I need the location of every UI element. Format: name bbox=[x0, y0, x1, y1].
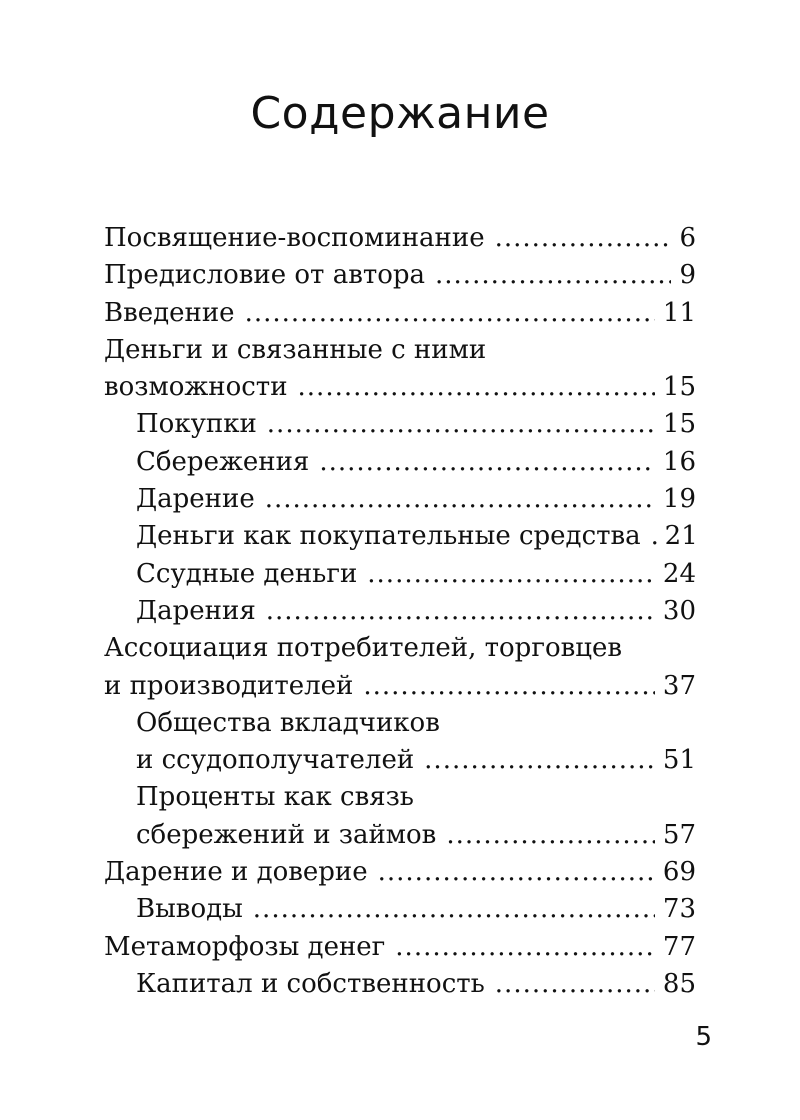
toc-entry bbox=[104, 854, 696, 891]
toc-line bbox=[104, 854, 696, 891]
toc-page-number: 24 bbox=[662, 558, 696, 589]
toc-page-number: 73 bbox=[662, 894, 696, 925]
toc-entry bbox=[104, 966, 696, 1003]
toc-line bbox=[136, 705, 696, 742]
dot-leader bbox=[253, 891, 655, 928]
dot-leader bbox=[319, 444, 655, 481]
toc-entry-title: Дарение и доверие bbox=[104, 857, 368, 888]
toc-entry bbox=[104, 705, 696, 780]
toc-line bbox=[104, 369, 696, 406]
toc-entry bbox=[104, 220, 696, 257]
toc-entry-title: Капитал и собственность bbox=[136, 968, 485, 999]
dot-leader bbox=[245, 295, 655, 332]
toc-entry-title: Дарения bbox=[136, 595, 256, 626]
toc-line bbox=[104, 220, 696, 257]
toc-page-number: 57 bbox=[662, 819, 696, 850]
dot-leader bbox=[446, 817, 655, 854]
dot-leader bbox=[363, 668, 655, 705]
toc-entry-title: Проценты как связь bbox=[136, 782, 414, 813]
toc-entry-title: возможности bbox=[104, 372, 288, 403]
toc-line bbox=[136, 444, 696, 481]
toc-page-number: 15 bbox=[662, 372, 696, 403]
toc-entry bbox=[104, 518, 696, 555]
toc-entry-title: Ссудные деньги bbox=[136, 558, 358, 589]
toc-line bbox=[104, 295, 696, 332]
toc-entry-title: Деньги как покупательные средства bbox=[136, 521, 641, 552]
toc-line bbox=[136, 593, 696, 630]
toc-page-number: 85 bbox=[662, 968, 696, 999]
toc-entry-title: Метаморфозы денег bbox=[104, 931, 386, 962]
toc-line bbox=[136, 779, 696, 816]
dot-leader bbox=[265, 481, 655, 518]
toc-page-number: 37 bbox=[662, 670, 696, 701]
toc-page-number: 69 bbox=[662, 857, 696, 888]
dot-leader bbox=[424, 742, 655, 779]
dot-leader bbox=[495, 220, 672, 257]
toc-page-number: 16 bbox=[662, 446, 696, 477]
toc-line bbox=[104, 668, 696, 705]
toc-entry bbox=[104, 295, 696, 332]
toc-entry-title: Предисловие от автора bbox=[104, 260, 426, 291]
toc-line bbox=[104, 332, 696, 369]
toc-page-number: 51 bbox=[662, 745, 696, 776]
toc-page-number: 77 bbox=[662, 931, 696, 962]
dot-leader bbox=[367, 556, 655, 593]
toc-page-number: 30 bbox=[662, 595, 696, 626]
toc-entry-title: Введение bbox=[104, 297, 235, 328]
toc-entry bbox=[104, 444, 696, 481]
toc-page-number: 9 bbox=[679, 260, 696, 291]
toc-entry-title: Покупки bbox=[136, 409, 257, 440]
toc-page-number: 21 bbox=[664, 521, 698, 552]
dot-leader bbox=[378, 854, 655, 891]
toc-entry bbox=[104, 779, 696, 854]
toc-entry bbox=[104, 406, 696, 443]
table-of-contents bbox=[104, 220, 696, 1003]
toc-line bbox=[136, 891, 696, 928]
dot-leader bbox=[495, 966, 655, 1003]
toc-entry-title: Ассоциация потребителей, торговцев bbox=[104, 633, 622, 664]
toc-entry-title: Деньги и связанные с ними bbox=[104, 334, 487, 365]
toc-line bbox=[104, 630, 696, 667]
toc-line bbox=[136, 556, 696, 593]
toc-entry bbox=[104, 891, 696, 928]
toc-page-number: 6 bbox=[679, 223, 696, 253]
toc-entry-title: Общества вкладчиков bbox=[136, 707, 440, 738]
toc-line bbox=[104, 929, 696, 966]
toc-line bbox=[104, 257, 696, 294]
toc-entry-title: сбережений и займов bbox=[136, 819, 437, 850]
page-title: Содержание bbox=[250, 88, 550, 139]
toc-line bbox=[136, 817, 696, 854]
dot-leader bbox=[267, 406, 655, 443]
toc-entry bbox=[104, 332, 696, 407]
toc-page-number: 15 bbox=[662, 409, 696, 440]
toc-entry bbox=[104, 257, 696, 294]
toc-line bbox=[136, 518, 696, 555]
toc-line bbox=[136, 481, 696, 518]
toc-line bbox=[136, 406, 696, 443]
page-number: 5 bbox=[695, 1022, 712, 1052]
toc-entry bbox=[104, 630, 696, 705]
toc-entry-title: Выводы bbox=[136, 894, 243, 925]
dot-leader bbox=[266, 593, 655, 630]
toc-line bbox=[136, 742, 696, 779]
dot-leader bbox=[298, 369, 655, 406]
toc-entry bbox=[104, 929, 696, 966]
toc-entry bbox=[104, 556, 696, 593]
toc-page-number: 19 bbox=[662, 484, 696, 515]
toc-entry bbox=[104, 481, 696, 518]
dot-leader bbox=[395, 929, 655, 966]
dot-leader bbox=[435, 257, 671, 294]
toc-entry-title: и ссудополучателей bbox=[136, 745, 415, 776]
toc-page-number: 11 bbox=[662, 297, 696, 328]
toc-line bbox=[136, 966, 696, 1003]
toc-entry-title: Сбережения bbox=[136, 446, 310, 477]
toc-entry bbox=[104, 593, 696, 630]
dot-leader bbox=[651, 518, 657, 555]
toc-entry-title: Посвящение-воспоминание bbox=[104, 223, 485, 253]
toc-entry-title: и производителей bbox=[104, 670, 354, 701]
toc-entry-title: Дарение bbox=[136, 484, 255, 515]
